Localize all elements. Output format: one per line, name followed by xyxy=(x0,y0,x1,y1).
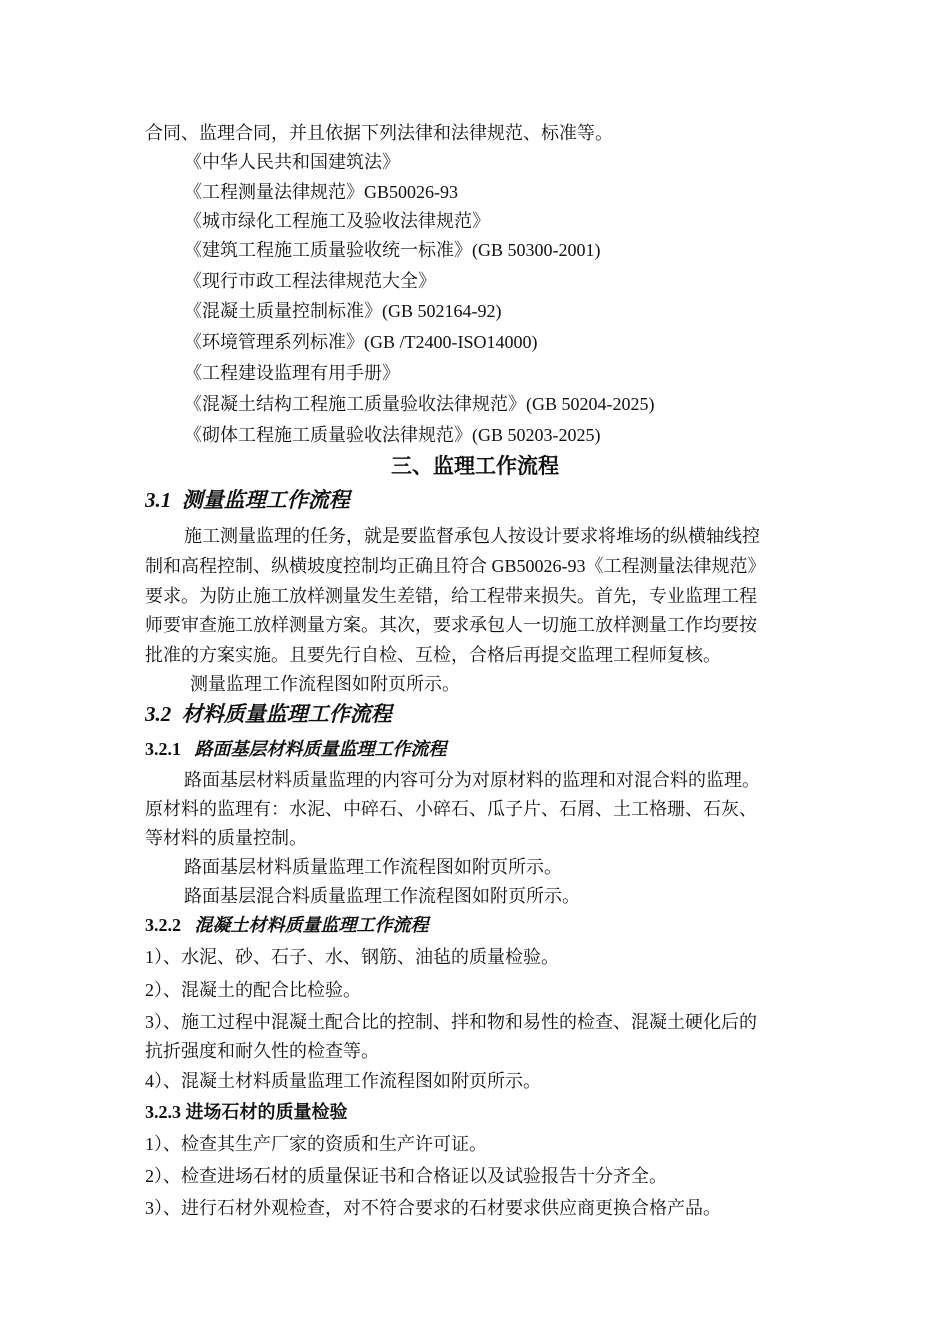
heading-text: 路面基层材料质量监理工作流程 xyxy=(194,739,447,759)
paragraph-line: 师要审查施工放样测量方案。其次，要求承包人一切施工放样测量工作均要按 xyxy=(145,615,757,635)
heading-text: 混凝土材料质量监理工作流程 xyxy=(194,915,429,935)
reference-item: 《城市绿化工程施工及验收法律规范》 xyxy=(184,211,490,231)
list-item: 3）、施工过程中混凝土配合比的控制、拌和物和易性的检查、混凝土硬化后的 xyxy=(145,1012,757,1032)
heading-3-1 xyxy=(145,486,350,514)
list-item: 3）、进行石材外观检查，对不符合要求的石材要求供应商更换合格产品。 xyxy=(145,1198,721,1218)
paragraph-line: 路面基层材料质量监理的内容可分为对原材料的监理和对混合料的监理。 xyxy=(184,770,760,790)
paragraph-line: 制和高程控制、纵横坡度控制均正确且符合 GB50026-93《工程测量法律规范》 xyxy=(145,556,766,576)
note-line: 路面基层材料质量监理工作流程图如附页所示。 xyxy=(184,857,562,877)
heading-3-2 xyxy=(145,700,392,728)
reference-item: 《建筑工程施工质量验收统一标准》(GB 50300-2001) xyxy=(184,240,601,260)
heading-text: 材料质量监理工作流程 xyxy=(181,702,392,726)
reference-item: 《砌体工程施工质量验收法律规范》(GB 50203-2025) xyxy=(184,425,601,445)
list-item: 2）、检查进场石材的质量保证书和合格证以及试验报告十分齐全。 xyxy=(145,1166,667,1186)
heading-number: 3.2.1 xyxy=(145,739,181,759)
paragraph-line: 批准的方案实施。且要先行自检、互检，合格后再提交监理工程师复核。 xyxy=(145,645,721,665)
heading-3-2-1 xyxy=(145,737,447,761)
heading-number: 3.2 xyxy=(145,702,172,726)
list-item: 抗折强度和耐久性的检查等。 xyxy=(145,1041,379,1061)
heading-text: 测量监理工作流程 xyxy=(181,488,350,512)
reference-item: 《环境管理系列标准》(GB /T2400-ISO14000) xyxy=(184,332,538,352)
note-line: 路面基层混合料质量监理工作流程图如附页所示。 xyxy=(184,886,580,906)
heading-3-2-3: 3.2.3 进场石材的质量检验 xyxy=(145,1102,348,1122)
paragraph-line: 施工测量监理的任务，就是要监督承包人按设计要求将堆场的纵横轴线控 xyxy=(184,526,760,546)
list-item: 4）、混凝土材料质量监理工作流程图如附页所示。 xyxy=(145,1071,541,1091)
heading-3-2-2 xyxy=(145,913,429,937)
intro-line: 合同、监理合同，并且依据下列法律和法律规范、标准等。 xyxy=(145,123,613,143)
heading-number: 3.2.2 xyxy=(145,915,181,935)
reference-item: 《工程建设监理有用手册》 xyxy=(184,363,400,383)
paragraph-line: 原材料的监理有：水泥、中碎石、小碎石、瓜子片、石屑、土工格珊、石灰、 xyxy=(145,799,757,819)
heading-number: 3.1 xyxy=(145,488,172,512)
list-item: 1）、检查其生产厂家的资质和生产许可证。 xyxy=(145,1134,487,1154)
section-title: 三、监理工作流程 xyxy=(391,454,559,478)
list-item: 2）、混凝土的配合比检验。 xyxy=(145,980,361,1000)
reference-item: 《混凝土结构工程施工质量验收法律规范》(GB 50204-2025) xyxy=(184,394,655,414)
list-item: 1）、水泥、砂、石子、水、钢筋、油毡的质量检验。 xyxy=(145,947,559,967)
reference-item: 《中华人民共和国建筑法》 xyxy=(184,152,400,172)
reference-item: 《工程测量法律规范》GB50026-93 xyxy=(184,182,458,202)
paragraph-line: 等材料的质量控制。 xyxy=(145,828,307,848)
paragraph-line: 要求。为防止施工放样测量发生差错，给工程带来损失。首先，专业监理工程 xyxy=(145,586,757,606)
reference-item: 《混凝土质量控制标准》(GB 502164-92) xyxy=(184,301,502,321)
note-line: 测量监理工作流程图如附页所示。 xyxy=(190,674,460,694)
reference-item: 《现行市政工程法律规范大全》 xyxy=(184,271,436,291)
